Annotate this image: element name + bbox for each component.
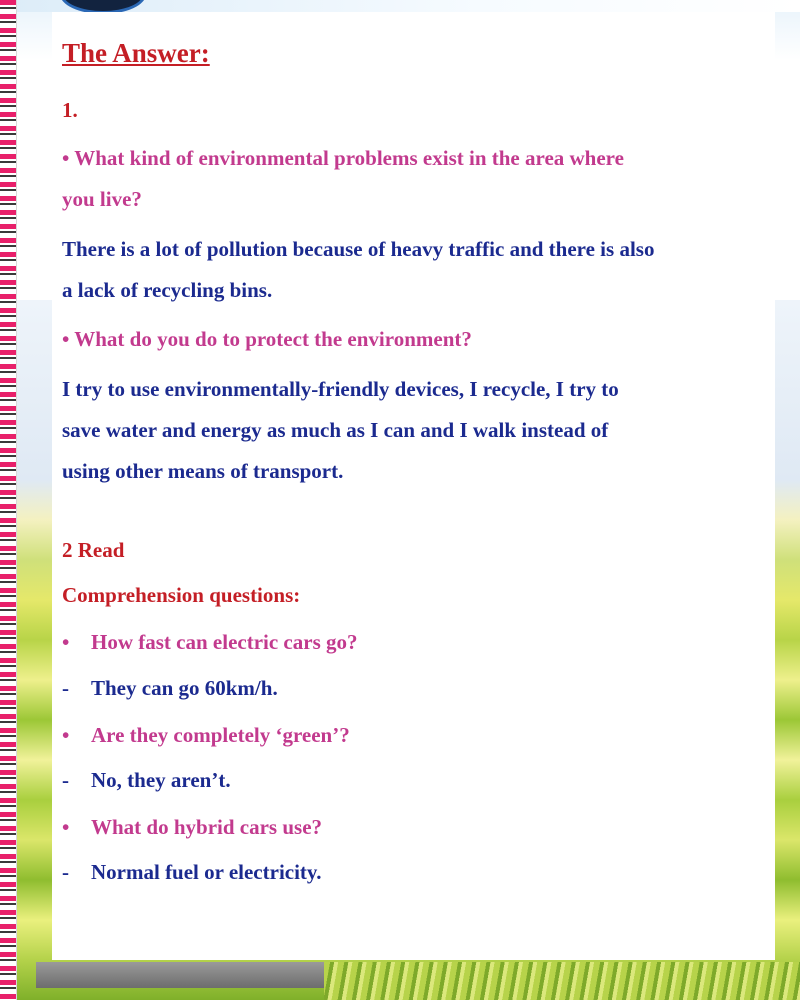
section-2-subtitle: Comprehension questions: [62, 583, 301, 607]
list-item-text: Normal fuel or electricity. [91, 860, 322, 884]
question-1 [62, 146, 624, 170]
list-marker: • [62, 723, 70, 747]
section-number: 1. [62, 98, 78, 122]
list-marker: • [62, 815, 70, 839]
question-2-text: What do you do to protect the environment? [74, 327, 472, 351]
list-item-text: What do hybrid cars use? [91, 815, 323, 839]
section-2-title: 2 Read [62, 538, 125, 562]
list-item-text: They can go 60km/h. [91, 676, 278, 700]
notebook-spiral [0, 0, 17, 1000]
list-item-text: Are they completely ‘green’? [91, 723, 350, 747]
list-item-text: No, they aren’t. [91, 768, 231, 792]
bullet: • [62, 146, 70, 170]
question-1-line-1: What kind of environmental problems exist in the area where [74, 146, 624, 170]
list-marker: - [62, 676, 69, 700]
answer-1-line-2: a lack of recycling bins. [62, 278, 273, 302]
answer-2-line-2: save water and energy as much as I can and I walk instead of [62, 418, 609, 442]
question-1-line-2: you live? [62, 187, 142, 211]
answer-1-line-1: There is a lot of pollution because of heavy traffic and there is also [62, 237, 655, 261]
question-2 [62, 327, 472, 351]
bottom-bar [36, 962, 324, 988]
list-item [62, 630, 69, 654]
answer-2-line-1: I try to use environmentally-friendly devices, I recycle, I try to [62, 377, 619, 401]
answer-2-line-3: using other means of transport. [62, 459, 344, 483]
list-marker: - [62, 860, 69, 884]
list-item-text: How fast can electric cars go? [91, 630, 358, 654]
list-marker: • [62, 630, 70, 654]
list-marker: - [62, 768, 69, 792]
bottom-grass [324, 962, 800, 1000]
page-title: The Answer: [62, 38, 210, 68]
bullet: • [62, 327, 70, 351]
